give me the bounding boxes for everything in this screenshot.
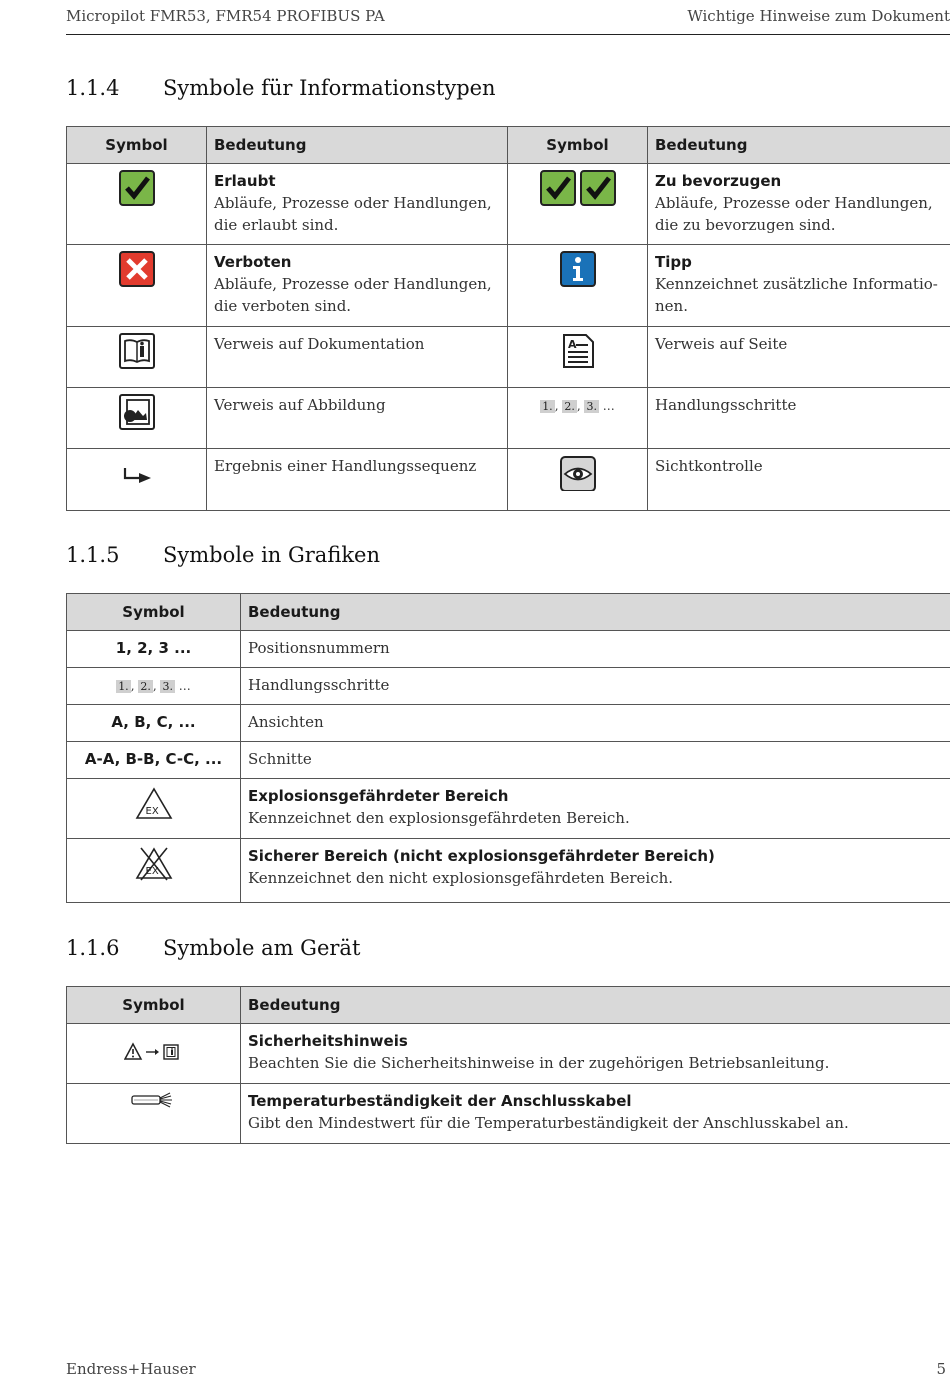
- section-114-heading: [66, 76, 496, 100]
- meaning-title: Sicherer Bereich (nicht explosionsgefährdeter Bereich): [248, 847, 715, 865]
- symbol-text: A, B, C, ...: [111, 713, 196, 731]
- meaning-text: Verweis auf Seite: [655, 335, 788, 353]
- symbol-cell: [67, 779, 241, 839]
- meaning-text: Kennzeichnet den explosionsgefährdeten Bereich.: [248, 809, 630, 827]
- table-row: [67, 1084, 950, 1144]
- meaning-cell: [241, 631, 950, 668]
- symbol-cell: [67, 449, 207, 511]
- table-row: [67, 449, 950, 511]
- meaning-title: Explosionsgefährdeter Bereich: [248, 787, 509, 805]
- step-number: 3.: [162, 680, 173, 693]
- symbol-cell: [508, 327, 648, 388]
- meaning-text: Handlungsschritte: [248, 676, 390, 694]
- symbol-text: 1, 2, 3 ...: [115, 639, 192, 657]
- ex-area-icon: [134, 785, 174, 821]
- section-number: 1.1.6: [66, 936, 120, 960]
- info-types-table: [66, 126, 950, 511]
- graphics-symbols-table: [66, 593, 950, 903]
- result-arrow-icon: [119, 455, 155, 491]
- meaning-text: Verweis auf Abbildung: [214, 396, 386, 414]
- table-row: [67, 164, 950, 245]
- symbol-cell: [508, 449, 648, 511]
- meaning-cell: [207, 245, 508, 327]
- meaning-text: Kennzeichnet zusätzliche Informatio-nen.: [655, 275, 938, 315]
- meaning-cell: [648, 245, 950, 327]
- table-header-row: [67, 594, 950, 631]
- meaning-text: Schnitte: [248, 750, 312, 768]
- table-row: [67, 1024, 950, 1084]
- symbol-cell: [67, 631, 241, 668]
- table-row: [67, 705, 950, 742]
- column-header: Bedeutung: [648, 127, 950, 164]
- meaning-cell: [241, 705, 950, 742]
- meaning-cell: [241, 1024, 950, 1084]
- table-row: [67, 631, 950, 668]
- symbol-cell: [67, 668, 241, 705]
- meaning-title: Temperaturbeständigkeit der Anschlusskabel: [248, 1092, 632, 1110]
- section-title: Symbole für Informationstypen: [163, 76, 496, 100]
- meaning-title: Sicherheitshinweis: [248, 1032, 408, 1050]
- meaning-title: Erlaubt: [214, 172, 276, 190]
- double-check-icon: [540, 170, 616, 206]
- meaning-text: Kennzeichnet den nicht explosionsgefährdeten Bereich.: [248, 869, 674, 887]
- meaning-text: Positionsnummern: [248, 639, 390, 657]
- symbol-cell: [67, 388, 207, 449]
- eye-icon: [560, 455, 596, 491]
- header-product: Micropilot FMR53, FMR54 PROFIBUS PA: [66, 7, 385, 25]
- column-header: Symbol: [67, 987, 241, 1024]
- meaning-text: Abläufe, Prozesse oder Handlungen, die zu bevorzugen sind.: [655, 194, 933, 234]
- section-number: 1.1.5: [66, 543, 120, 567]
- table-header-row: [67, 127, 950, 164]
- table-row: [67, 779, 950, 839]
- meaning-cell: [241, 742, 950, 779]
- table-row: [67, 839, 950, 903]
- symbol-cell: [508, 164, 648, 245]
- meaning-title: Tipp: [655, 253, 692, 271]
- symbol-cell: [67, 164, 207, 245]
- column-header: Bedeutung: [241, 594, 950, 631]
- safe-area-icon: [134, 845, 174, 881]
- meaning-cell: [207, 164, 508, 245]
- meaning-text: Sichtkontrolle: [655, 457, 763, 475]
- meaning-cell: [207, 449, 508, 511]
- step-number: 3.: [586, 400, 597, 413]
- steps-icon: 1. , 2. , 3. …: [118, 679, 191, 693]
- page-header: [66, 0, 950, 35]
- table-row: [67, 668, 950, 705]
- symbol-cell: [67, 245, 207, 327]
- forbidden-icon: [119, 251, 155, 287]
- symbol-cell: [67, 705, 241, 742]
- meaning-title: Verboten: [214, 253, 292, 271]
- cable-temperature-icon: [130, 1090, 178, 1110]
- table-row: [67, 742, 950, 779]
- column-header: Symbol: [67, 127, 207, 164]
- symbol-cell: [508, 388, 648, 449]
- svg-text:EX: EX: [145, 806, 159, 817]
- page-reference-icon: [560, 333, 596, 369]
- section-title: Symbole am Gerät: [163, 936, 361, 960]
- info-icon: [560, 251, 596, 287]
- section-116-heading: [66, 936, 360, 960]
- meaning-text: Ansichten: [248, 713, 324, 731]
- step-number: 1.: [118, 680, 129, 693]
- meaning-text: Verweis auf Dokumentation: [214, 335, 425, 353]
- page-number: 5: [936, 1360, 946, 1378]
- meaning-cell: [648, 327, 950, 388]
- column-header: Bedeutung: [241, 987, 950, 1024]
- symbol-cell: [67, 1024, 241, 1084]
- meaning-cell: [207, 388, 508, 449]
- meaning-text: Handlungsschritte: [655, 396, 797, 414]
- meaning-text: Abläufe, Prozesse oder Handlungen, die erlaubt sind.: [214, 194, 492, 234]
- header-chapter: Wichtige Hinweise zum Dokument: [687, 7, 950, 25]
- meaning-cell: [207, 327, 508, 388]
- meaning-text: Abläufe, Prozesse oder Handlungen, die verboten sind.: [214, 275, 492, 315]
- meaning-cell: [648, 449, 950, 511]
- meaning-cell: [241, 1084, 950, 1144]
- symbol-cell: [67, 839, 241, 903]
- symbol-cell: [67, 327, 207, 388]
- footer-company: Endress+Hauser: [66, 1360, 196, 1378]
- check-icon: [119, 170, 155, 206]
- symbol-text: A-A, B-B, C-C, ...: [84, 750, 223, 768]
- meaning-text: Beachten Sie die Sicherheitshinweise in der zugehörigen Betriebsanleitung.: [248, 1054, 830, 1072]
- symbol-cell: [67, 1084, 241, 1144]
- svg-text:EX: EX: [145, 866, 159, 877]
- step-number: 1.: [542, 400, 553, 413]
- meaning-title: Zu bevorzugen: [655, 172, 782, 190]
- table-row: [67, 388, 950, 449]
- device-symbols-table: [66, 986, 950, 1144]
- meaning-text: Ergebnis einer Handlungssequenz: [214, 457, 477, 475]
- meaning-text: Gibt den Mindestwert für die Temperaturbeständigkeit der Anschlusskabel an.: [248, 1114, 849, 1132]
- meaning-cell: [241, 779, 950, 839]
- svg-text:A: A: [567, 338, 577, 351]
- section-title: Symbole in Grafiken: [163, 543, 381, 567]
- meaning-cell: [648, 164, 950, 245]
- section-115-heading: [66, 543, 380, 567]
- section-number: 1.1.4: [66, 76, 120, 100]
- step-number: 2.: [140, 680, 151, 693]
- step-number: 2.: [564, 400, 575, 413]
- safety-instructions-icon: [124, 1042, 184, 1062]
- table-row: [67, 245, 950, 327]
- column-header: Symbol: [508, 127, 648, 164]
- symbol-cell: [508, 245, 648, 327]
- column-header: Symbol: [67, 594, 241, 631]
- symbol-cell: [67, 742, 241, 779]
- figure-reference-icon: [119, 394, 155, 430]
- table-header-row: [67, 987, 950, 1024]
- column-header: Bedeutung: [207, 127, 508, 164]
- table-row: [67, 327, 950, 388]
- documentation-icon: [119, 333, 155, 369]
- meaning-cell: [241, 839, 950, 903]
- meaning-cell: [648, 388, 950, 449]
- steps-icon: 1. , 2. , 3. …: [542, 399, 615, 413]
- meaning-cell: [241, 668, 950, 705]
